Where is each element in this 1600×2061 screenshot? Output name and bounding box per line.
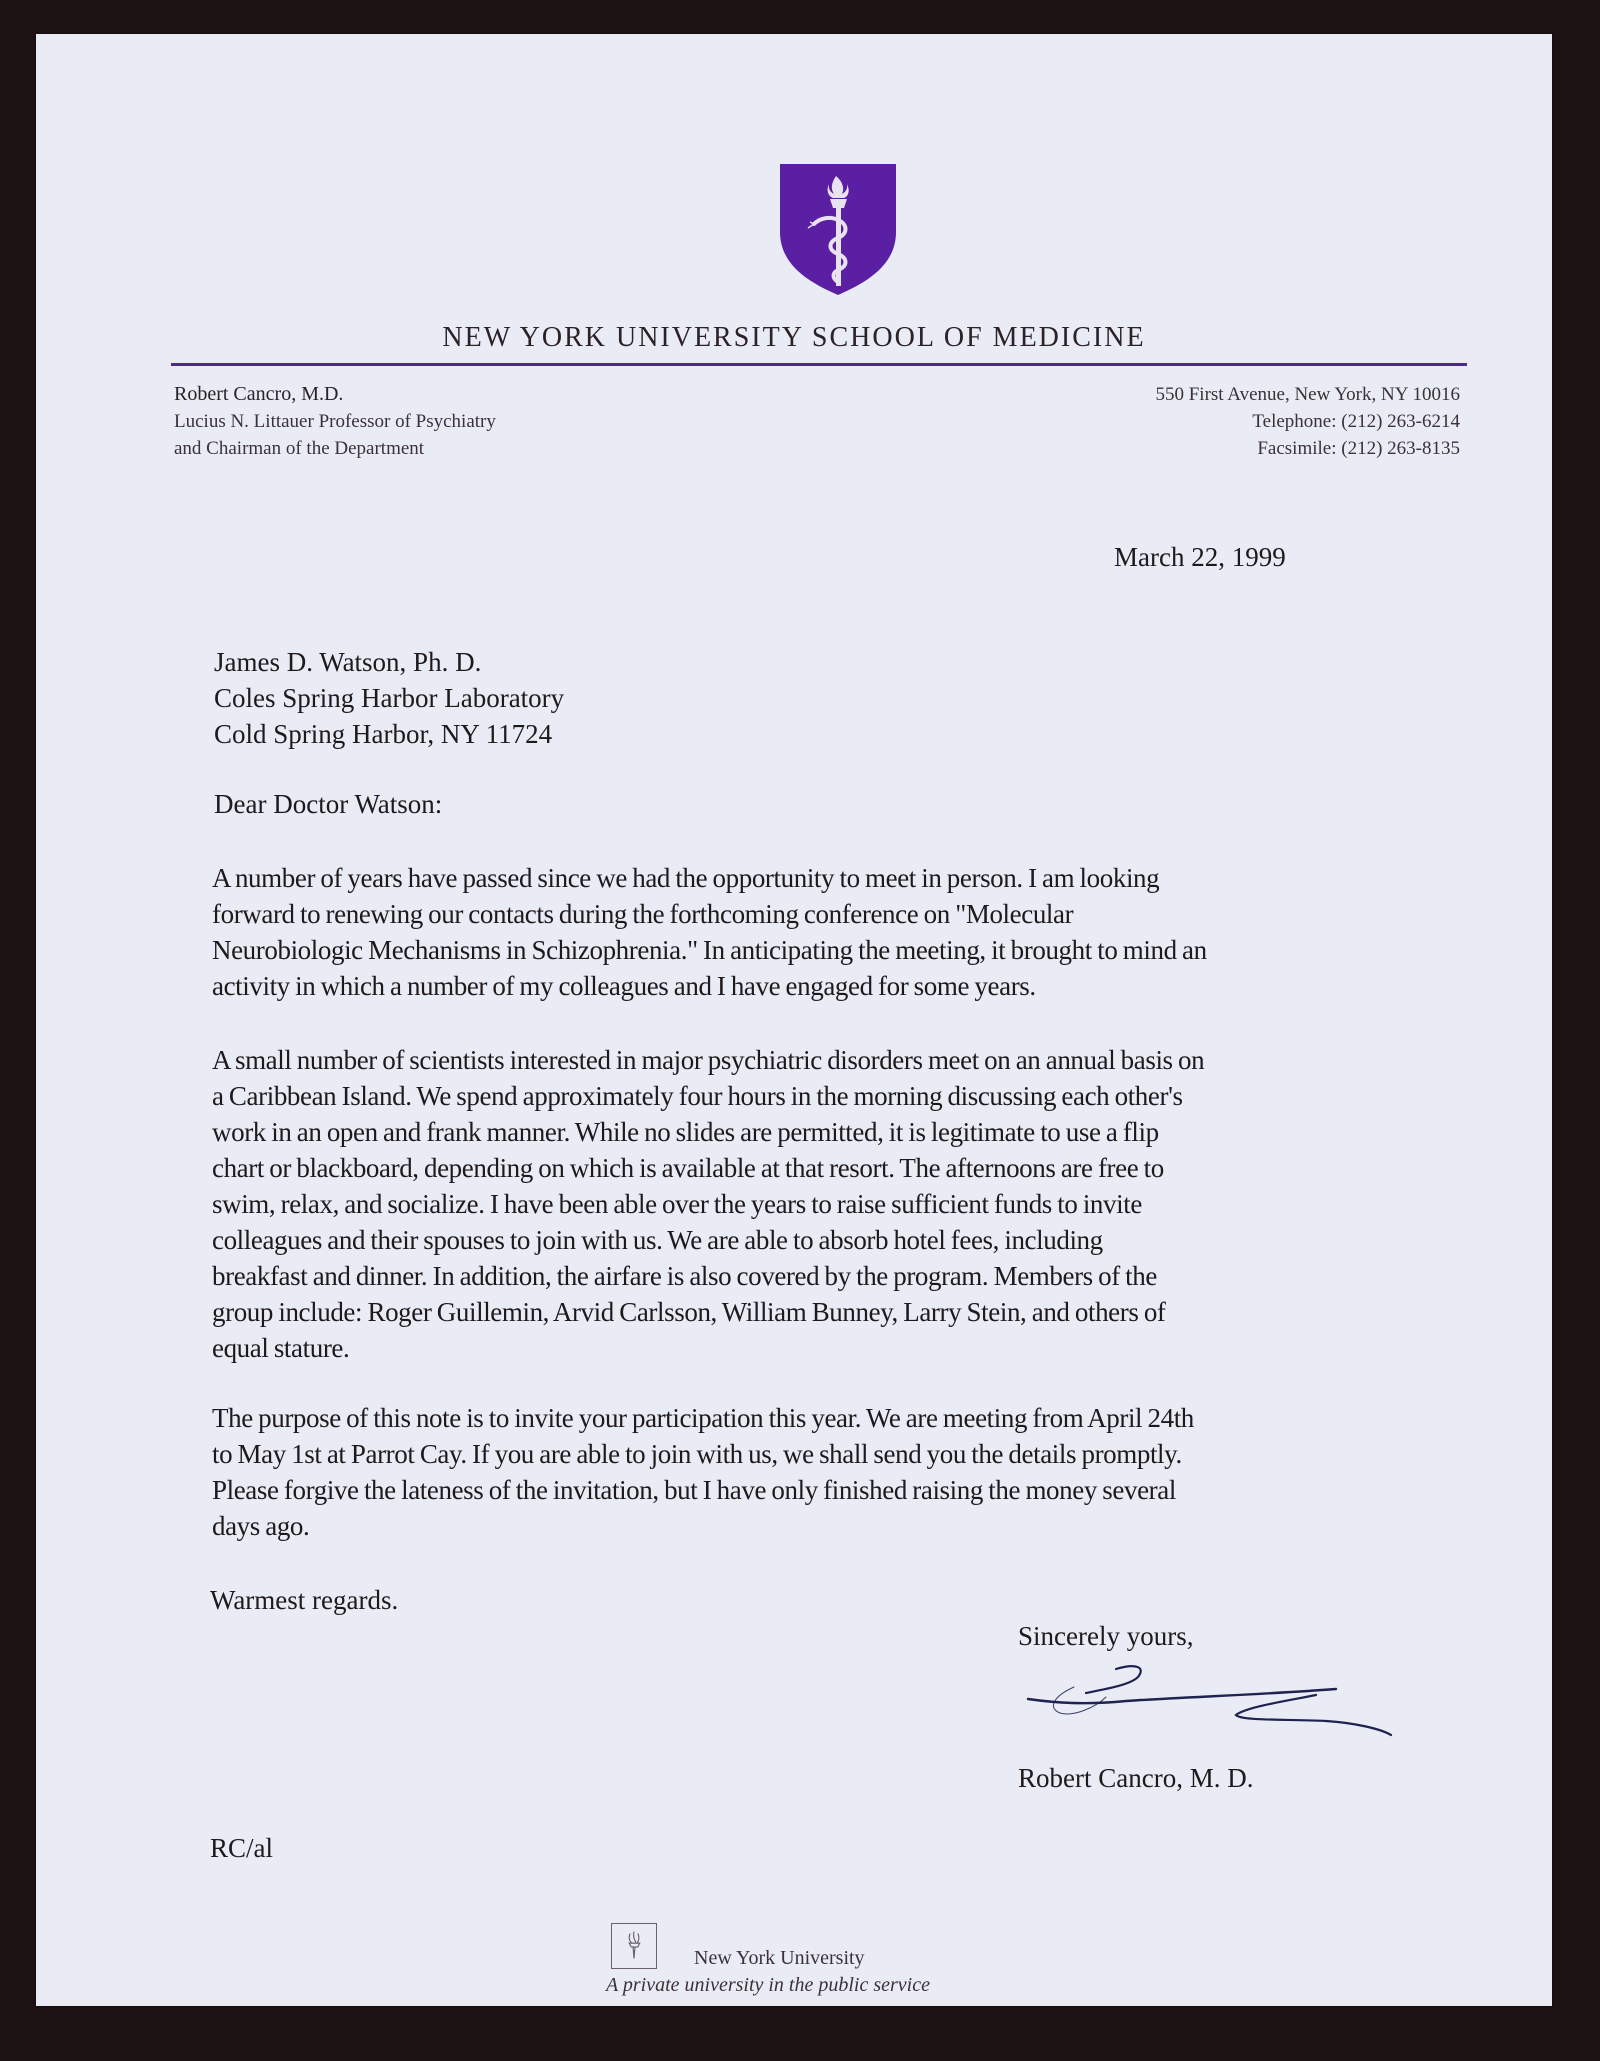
body-paragraph-1 (212, 860, 1452, 1004)
paragraph-line: swim, relax, and socialize. I have been able over the years to raise sufficient funds to invite (212, 1189, 1142, 1219)
recipient-line: James D. Watson, Ph. D. (214, 647, 482, 677)
paragraph-line: forward to renewing our contacts during the forthcoming conference on "Molecular (212, 899, 1074, 929)
paragraph-line: to May 1st at Parrot Cay. If you are able to join with us, we shall send you the details promptly. (212, 1439, 1182, 1469)
closing-warmest-regards: Warmest regards. (210, 1585, 399, 1615)
recipient-line: Coles Spring Harbor Laboratory (214, 683, 565, 713)
paragraph-line: The purpose of this note is to invite your participation this year. We are meeting from April 24th (212, 1403, 1194, 1433)
sender-name: Robert Cancro, M.D. (174, 383, 344, 405)
paragraph-line: group include: Roger Guillemin, Arvid Carlsson, William Bunney, Larry Stein, and others of (212, 1297, 1166, 1327)
paragraph-line: Please forgive the lateness of the invitation, but I have only finished raising the money several (212, 1475, 1176, 1505)
paragraph-line: colleagues and their spouses to join with us. We are able to absorb hotel fees, including (212, 1225, 1103, 1255)
paragraph-line: days ago. (212, 1511, 310, 1541)
footer-university-name: New York University (694, 1947, 865, 1969)
recipient-line: Cold Spring Harbor, NY 11724 (214, 719, 553, 749)
address: 550 First Avenue, New York, NY 10016 (1155, 384, 1460, 405)
closing-sincerely: Sincerely yours, (1018, 1621, 1194, 1651)
masthead-rule (171, 363, 1467, 366)
paragraph-line: equal stature. (212, 1333, 350, 1363)
paragraph-line: chart or blackboard, depending on which is available at that resort. The afternoons are free to (212, 1153, 1164, 1183)
sender-title-line-1: Lucius N. Littauer Professor of Psychiatry (174, 411, 496, 432)
shield-emblem-icon (778, 162, 898, 297)
salutation: Dear Doctor Watson: (214, 789, 443, 819)
handwritten-signature-icon (1026, 1659, 1406, 1744)
letter-date: March 22, 1999 (1114, 542, 1286, 572)
paragraph-line: A number of years have passed since we had the opportunity to meet in person. I am looking (212, 863, 1160, 893)
sender-block (174, 381, 496, 462)
facsimile: Facsimile: (212) 263-8135 (1257, 438, 1460, 459)
typed-signature-name: Robert Cancro, M. D. (1018, 1763, 1254, 1793)
telephone: Telephone: (212) 263-6214 (1252, 411, 1460, 432)
letter-page (36, 34, 1552, 2006)
paragraph-line: work in an open and frank manner. While no slides are permitted, it is legitimate to use a flip (212, 1117, 1159, 1147)
footer-tagline: A private university in the public service (606, 1974, 930, 1996)
contact-block (1155, 381, 1460, 462)
paragraph-line: breakfast and dinner. In addition, the airfare is also covered by the program. Members of the (212, 1261, 1157, 1291)
body-paragraph-3 (212, 1400, 1452, 1544)
nyu-torch-icon (611, 1923, 657, 1969)
paragraph-line: activity in which a number of my colleagues and I have engaged for some years. (212, 971, 1036, 1001)
typist-initials: RC/al (210, 1833, 274, 1863)
body-paragraph-2 (212, 1042, 1452, 1366)
recipient-address (214, 644, 564, 752)
institution-masthead: NEW YORK UNIVERSITY SCHOOL OF MEDICINE (442, 322, 1146, 353)
paragraph-line: A small number of scientists interested in major psychiatric disorders meet on an annual basis on (212, 1045, 1205, 1075)
sender-title-line-2: and Chairman of the Department (174, 438, 425, 459)
paragraph-line: Neurobiologic Mechanisms in Schizophrenia." In anticipating the meeting, it brought to mind an (212, 935, 1207, 965)
paragraph-line: a Caribbean Island. We spend approximately four hours in the morning discussing each other's (212, 1081, 1183, 1111)
